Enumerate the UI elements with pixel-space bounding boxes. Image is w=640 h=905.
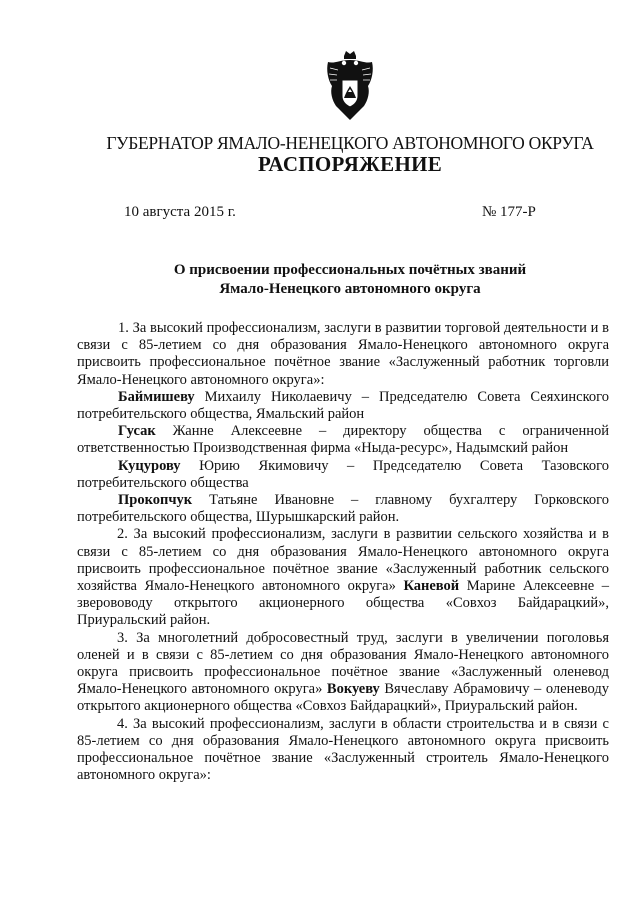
- document-number: № 177-Р: [482, 204, 536, 220]
- document-body: [77, 320, 609, 784]
- awardee-details: Михаилу Николаевичу – Председателю Совета Сеяхинского потребительского общества, Ямальский район: [77, 388, 609, 423]
- subject-line-2: Ямало-Ненецкого автономного округа: [219, 281, 481, 297]
- paragraph-awardee-3: [77, 458, 609, 492]
- paragraph-4: 4. За высокий профессионализм, заслуги в области строительства и в связи с 85-летием со дня образования Ямало-Ненецкого автономного округа присвоить профессиональное почётное звание «Заслуженный строитель Ямало-Ненецкого автономного округа»:: [77, 715, 609, 784]
- awardee-details: Татьяне Ивановне – главному бухгалтеру Горковского потребительского общества, Шурышкарский район.: [77, 492, 609, 526]
- awardee-details: Юрию Якимовичу – Председателю Совета Тазовского потребительского общества: [77, 457, 609, 491]
- awardee-details: Вячеславу Абрамовичу – оленеводу открытого акционерного общества «Совхоз Байдарацкий», Приуральский район.: [77, 681, 609, 715]
- paragraph-3: [77, 630, 609, 716]
- paragraph-text: 3. За многолетний добросовестный труд, заслуги в увеличении поголовья оленей и в связи с 85-летием со дня образования Ямало-Ненецкого автономного округа присвоить профессиональное почётное звание «Заслуженный оленевод Ямало-Ненецкого автономного округа»: [77, 629, 609, 698]
- coat-of-arms-icon: [322, 50, 378, 124]
- paragraph-2: [77, 526, 609, 629]
- document-date: 10 августа 2015 г.: [124, 204, 236, 220]
- awardee-details: Жанне Алексеевне – директору общества с ограниченной ответственностью Производственная фирма «Ныда-ресурс», Надымский район: [77, 423, 609, 457]
- subject-line-1: О присвоении профессиональных почётных званий: [173, 262, 527, 278]
- paragraph-awardee-4: [77, 492, 609, 526]
- awardee-details: Марине Алексеевне – зверововоду открытого акционерного общества «Совхоз Байдарацкий», Приуральский район.: [77, 578, 609, 629]
- awardee-name: Вокуеву: [326, 681, 380, 698]
- paragraph-text: 2. За высокий профессионализм, заслуги в развитии сельского хозяйства и в связи с 85-летием со дня образования Ямало-Ненецкого автономного округа присвоить профессиональное почётное звание «Заслуженный работник сельского хозяйства Ямало-Ненецкого автономного округа»: [77, 526, 609, 595]
- awardee-name: Гусак: [118, 423, 156, 440]
- awardee-name: Куцурову: [118, 457, 181, 474]
- awardee-name: Каневой: [403, 578, 460, 595]
- paragraph-1: 1. За высокий профессионализм, заслуги в развитии торговой деятельности и в связи с 85-летием со дня образования Ямало-Ненецкого автономного округа присвоить профессиональное почётное звание «Заслуженный работник торговли Ямало-Ненецкого автономного округа»:: [77, 320, 609, 388]
- document-type: РАСПОРЯЖЕНИЕ: [257, 152, 443, 176]
- awardee-name: Баймишеву: [118, 388, 195, 405]
- document-subject: [0, 261, 640, 299]
- awardee-name: Прокопчук: [118, 492, 193, 509]
- paragraph-awardee-1: [77, 389, 609, 423]
- issuer-title: ГУБЕРНАТОР ЯМАЛО-НЕНЕЦКОГО АВТОНОМНОГО ОКРУГА: [106, 133, 594, 153]
- paragraph-awardee-2: [77, 423, 609, 457]
